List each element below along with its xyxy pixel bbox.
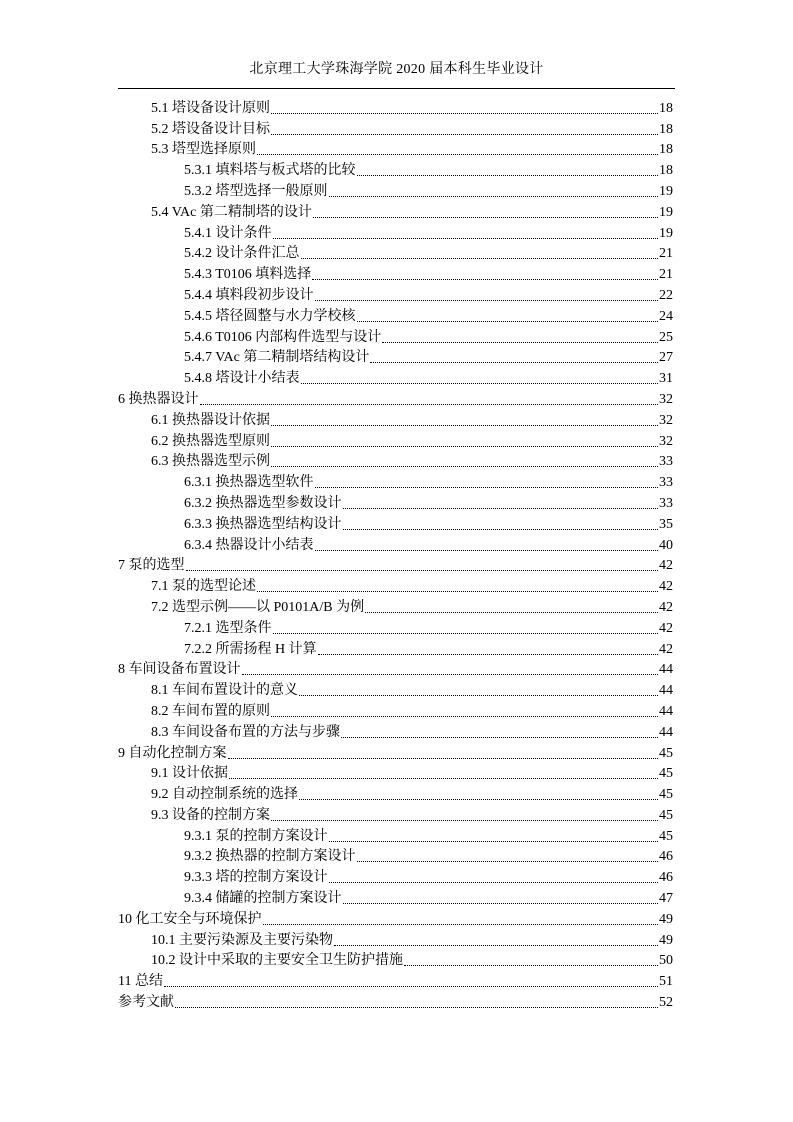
toc-entry-title: 6.2 换热器选型原则 [151,433,270,449]
toc-dot-leader [341,737,658,738]
toc-entry[interactable] [118,616,673,637]
toc-entry[interactable] [118,512,673,533]
toc-entry-title: 6.3.2 换热器选型参数设计 [184,495,342,511]
toc-entry-page: 50 [659,953,673,969]
toc-entry-page: 49 [659,932,673,948]
toc-entry-page: 21 [659,267,673,283]
toc-entry-page: 18 [659,100,673,116]
toc-entry-page: 52 [659,995,673,1011]
toc-entry[interactable] [118,242,673,263]
toc-entry[interactable] [118,117,673,138]
toc-dot-leader [404,965,658,966]
toc-dot-leader [318,654,658,655]
toc-entry-title: 10.1 主要污染源及主要污染物 [151,932,333,948]
toc-entry-page: 44 [659,703,673,719]
toc-entry-page: 33 [659,495,673,511]
toc-dot-leader [343,903,659,904]
toc-entry-title: 7.1 泵的选型论述 [151,579,256,595]
toc-entry-page: 18 [659,142,673,158]
table-of-contents [118,96,673,1011]
toc-dot-leader [357,175,659,176]
toc-entry-page: 31 [659,371,673,387]
toc-dot-leader [299,695,658,696]
toc-entry-page: 45 [659,745,673,761]
toc-entry-title: 5.4.2 设计条件汇总 [184,246,300,262]
toc-dot-leader [257,154,658,155]
toc-entry-title: 5.4.7 VAc 第二精制塔结构设计 [184,350,370,366]
toc-entry-title: 6.1 换热器设计依据 [151,412,270,428]
toc-entry[interactable] [118,533,673,554]
toc-dot-leader [164,986,658,987]
toc-entry-title: 5.4.8 塔设计小结表 [184,371,300,387]
toc-entry-page: 19 [659,204,673,220]
toc-dot-leader [329,196,659,197]
toc-dot-leader [200,404,659,405]
toc-entry[interactable] [118,283,673,304]
toc-entry[interactable] [118,741,673,762]
toc-entry-title: 5.4.1 设计条件 [184,225,272,241]
toc-entry[interactable] [118,907,673,928]
toc-dot-leader [175,1007,658,1008]
toc-entry-title: 8 车间设备布置设计 [118,662,241,678]
toc-entry[interactable] [118,366,673,387]
toc-entry[interactable] [118,574,673,595]
toc-dot-leader [228,758,659,759]
toc-dot-leader [343,529,659,530]
toc-entry[interactable] [118,865,673,886]
toc-entry[interactable] [118,262,673,283]
toc-entry[interactable] [118,782,673,803]
toc-entry-page: 32 [659,412,673,428]
toc-entry[interactable] [118,824,673,845]
toc-entry[interactable] [118,803,673,824]
toc-entry-title: 8.2 车间布置的原则 [151,703,270,719]
toc-entry[interactable] [118,200,673,221]
toc-dot-leader [271,716,658,717]
toc-dot-leader [301,258,659,259]
toc-dot-leader [312,279,658,280]
toc-entry-page: 47 [659,891,673,907]
toc-entry[interactable] [118,658,673,679]
toc-dot-leader [271,446,658,447]
toc-entry-page: 33 [659,454,673,470]
toc-dot-leader [357,861,659,862]
toc-dot-leader [271,113,658,114]
toc-entry[interactable] [118,762,673,783]
toc-entry-title: 5.4.5 塔径圆整与水力学校核 [184,308,356,324]
toc-entry-title: 9.3 设备的控制方案 [151,807,270,823]
toc-dot-leader [273,633,659,634]
toc-entry[interactable] [118,678,673,699]
toc-entry-title: 5.3.1 填料塔与板式塔的比较 [184,163,356,179]
toc-entry-title: 8.3 车间设备布置的方法与步骤 [151,724,340,740]
toc-entry-page: 42 [659,620,673,636]
toc-entry-page: 51 [659,974,673,990]
toc-entry[interactable] [118,408,673,429]
toc-entry-page: 21 [659,246,673,262]
toc-entry[interactable] [118,470,673,491]
toc-entry-page: 19 [659,183,673,199]
toc-entry-title: 9.3.3 塔的控制方案设计 [184,870,328,886]
toc-dot-leader [257,591,658,592]
toc-dot-leader [365,612,658,613]
toc-dot-leader [242,674,659,675]
toc-entry[interactable] [118,429,673,450]
toc-entry-title: 9.1 设计依据 [151,766,228,782]
toc-entry-page: 42 [659,599,673,615]
toc-entry[interactable] [118,450,673,471]
header-rule [118,88,675,89]
toc-entry-page: 24 [659,308,673,324]
toc-dot-leader [357,321,659,322]
toc-entry[interactable] [118,949,673,970]
toc-entry[interactable] [118,138,673,159]
toc-entry-title: 5.3.2 塔型选择一般原则 [184,183,328,199]
toc-dot-leader [343,508,659,509]
toc-entry-title: 8.1 车间布置设计的意义 [151,683,298,699]
toc-entry-title: 7.2.1 选型条件 [184,620,272,636]
toc-entry-title: 6.3.3 换热器选型结构设计 [184,516,342,532]
toc-entry-page: 25 [659,329,673,345]
toc-entry-title: 参考文献 [118,995,174,1011]
toc-dot-leader [271,820,658,821]
toc-entry[interactable] [118,637,673,658]
toc-entry-page: 42 [659,558,673,574]
toc-dot-leader [313,217,658,218]
toc-dot-leader [315,300,659,301]
toc-entry-title: 10.2 设计中采取的主要安全卫生防护措施 [151,953,403,969]
toc-entry-page: 22 [659,287,673,303]
toc-entry-page: 44 [659,662,673,678]
toc-entry-title: 9.3.2 换热器的控制方案设计 [184,849,356,865]
toc-entry-page: 35 [659,516,673,532]
toc-dot-leader [329,882,659,883]
toc-entry-page: 44 [659,724,673,740]
toc-entry-title: 5.4 VAc 第二精制塔的设计 [151,204,312,220]
toc-dot-leader [329,841,659,842]
toc-entry-page: 42 [659,641,673,657]
toc-dot-leader [271,134,658,135]
toc-entry-page: 49 [659,911,673,927]
toc-dot-leader [263,924,659,925]
toc-entry[interactable] [118,990,673,1011]
toc-entry-page: 33 [659,475,673,491]
toc-entry-page: 42 [659,579,673,595]
toc-entry[interactable] [118,387,673,408]
toc-entry-title: 5.3 塔型选择原则 [151,142,256,158]
toc-entry-title: 9.2 自动控制系统的选择 [151,787,298,803]
toc-entry-title: 10 化工安全与环境保护 [118,911,262,927]
toc-entry-title: 5.1 塔设备设计原则 [151,100,270,116]
toc-entry-page: 18 [659,121,673,137]
toc-entry[interactable] [118,845,673,866]
toc-entry[interactable] [118,179,673,200]
toc-entry[interactable] [118,720,673,741]
toc-dot-leader [299,799,658,800]
toc-entry-page: 45 [659,807,673,823]
toc-entry-title: 6.3 换热器选型示例 [151,454,270,470]
toc-entry-title: 5.2 塔设备设计目标 [151,121,270,137]
toc-entry-page: 27 [659,350,673,366]
toc-entry[interactable] [118,96,673,117]
toc-entry-page: 40 [659,537,673,553]
toc-entry[interactable] [118,221,673,242]
toc-entry-page: 32 [659,433,673,449]
toc-entry-page: 18 [659,163,673,179]
toc-entry-page: 44 [659,683,673,699]
toc-entry[interactable] [118,158,673,179]
toc-dot-leader [334,945,658,946]
toc-entry-title: 7 泵的选型 [118,558,185,574]
toc-dot-leader [370,362,658,363]
toc-entry-title: 9 自动化控制方案 [118,745,227,761]
toc-entry[interactable] [118,928,673,949]
toc-entry-title: 5.4.4 填料段初步设计 [184,287,314,303]
toc-dot-leader [271,425,658,426]
toc-entry-page: 45 [659,766,673,782]
toc-dot-leader [271,466,658,467]
toc-entry-title: 5.4.6 T0106 内部构件选型与设计 [184,329,382,345]
toc-entry[interactable] [118,554,673,575]
toc-entry-page: 46 [659,849,673,865]
toc-entry[interactable] [118,595,673,616]
toc-entry-page: 45 [659,787,673,803]
toc-entry-title: 6.3.4 热器设计小结表 [184,537,314,553]
toc-entry-page: 46 [659,870,673,886]
toc-entry[interactable] [118,346,673,367]
toc-dot-leader [315,487,659,488]
toc-entry[interactable] [118,325,673,346]
toc-entry[interactable] [118,969,673,990]
toc-entry-title: 7.2 选型示例——以 P0101A/B 为例 [151,599,365,615]
toc-entry[interactable] [118,699,673,720]
toc-dot-leader [301,383,659,384]
toc-entry-title: 6 换热器设计 [118,391,199,407]
page-header: 北京理工大学珠海学院 2020 届本科生毕业设计 [249,62,544,77]
toc-entry-title: 6.3.1 换热器选型软件 [184,475,314,491]
toc-dot-leader [229,778,658,779]
toc-entry-title: 5.4.3 T0106 填料选择 [184,267,312,283]
toc-entry-title: 9.3.1 泵的控制方案设计 [184,828,328,844]
toc-entry[interactable] [118,491,673,512]
toc-dot-leader [273,238,659,239]
toc-dot-leader [382,342,658,343]
toc-entry-page: 45 [659,828,673,844]
toc-entry-title: 11 总结 [118,974,163,990]
toc-entry-page: 32 [659,391,673,407]
toc-entry-page: 19 [659,225,673,241]
toc-entry[interactable] [118,886,673,907]
toc-entry[interactable] [118,304,673,325]
toc-entry-title: 9.3.4 储罐的控制方案设计 [184,891,342,907]
toc-entry-title: 7.2.2 所需扬程 H 计算 [184,641,317,657]
toc-dot-leader [186,570,659,571]
toc-dot-leader [315,550,659,551]
